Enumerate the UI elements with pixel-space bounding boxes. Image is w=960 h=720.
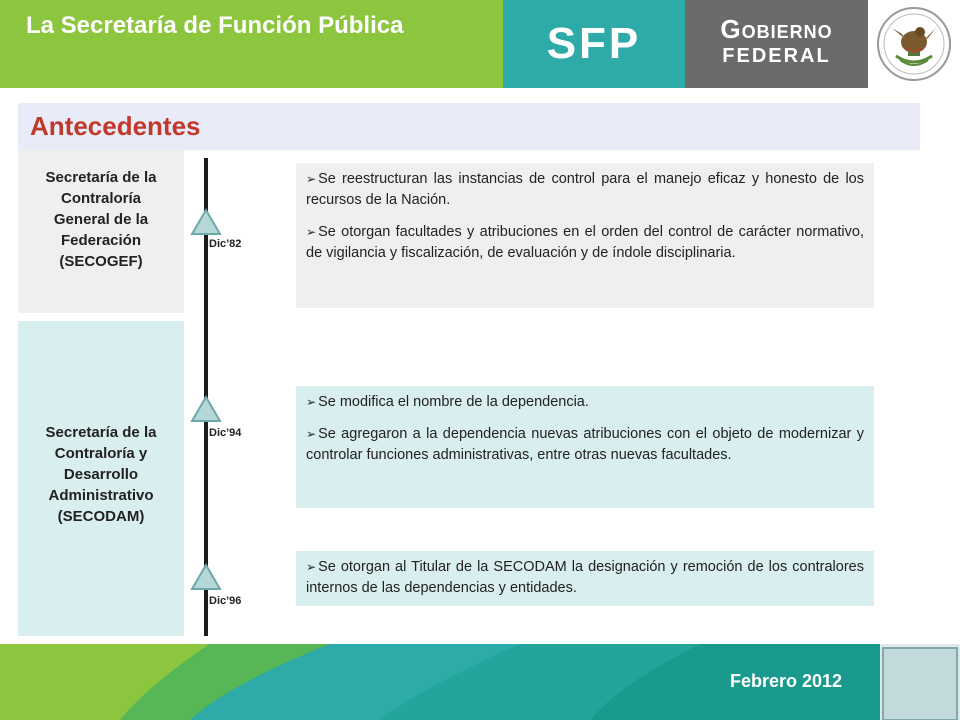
event-box-1996 — [296, 551, 874, 606]
bullet-item — [306, 557, 864, 599]
sfp-logo — [503, 0, 685, 88]
timeline-date: Dic’96 — [209, 595, 242, 607]
header-title: La Secretaría de Función Pública — [26, 12, 404, 39]
footer-date: Febrero 2012 — [730, 671, 843, 691]
entity-panel-secogef — [18, 150, 184, 313]
coat-of-arms-area — [868, 0, 960, 88]
event-box-1982 — [296, 163, 874, 308]
entity-name-line: Federación — [60, 232, 142, 249]
entity-name-line: Administrativo — [48, 487, 154, 504]
entity-name-line: (SECODAM) — [57, 508, 145, 525]
timeline-marker-icon — [190, 563, 222, 591]
entity-name-line: Secretaría de la — [45, 424, 157, 441]
bullet-text: Se reestructuran las instancias de control para el manejo eficaz y honesto de los recursos de la Nación. — [306, 171, 864, 208]
bullet-item — [306, 169, 864, 211]
event-box-1994 — [296, 386, 874, 508]
mexican-coat-of-arms-icon — [874, 4, 954, 84]
entity-panel-secodam — [18, 321, 184, 636]
timeline-date: Dic’82 — [209, 238, 242, 250]
arrow-bullet-icon: ➢ — [306, 172, 317, 186]
entity-name-line: (SECOGEF) — [59, 253, 143, 270]
sfp-logo-text: SFP — [546, 19, 642, 68]
gobierno-logo-line2: FEDERAL — [722, 45, 831, 67]
bullet-item — [306, 392, 864, 413]
bullet-item — [306, 222, 864, 264]
entity-name-line: Contraloría y — [54, 445, 148, 462]
gobierno-logo-line1: Gobierno — [720, 14, 833, 44]
entity-name-line: Desarrollo — [63, 466, 139, 483]
timeline-date: Dic’94 — [209, 427, 242, 439]
entity-name-line: Secretaría de la — [45, 169, 157, 186]
entity-name-line: Contraloría — [60, 190, 141, 207]
arrow-bullet-icon: ➢ — [306, 427, 317, 441]
timeline-marker-icon — [190, 395, 222, 423]
bullet-text: Se otorgan facultades y atribuciones en el orden del control de carácter normativo, de vigilancia y fiscalización, de evaluación y de índole disciplinaria. — [306, 224, 864, 261]
arrow-bullet-icon: ➢ — [306, 395, 317, 409]
bullet-text: Se agregaron a la dependencia nuevas atribuciones con el objeto de modernizar y controlar funciones administrativas, entre otras nuevas facultades. — [306, 426, 864, 463]
bullet-text: Se otorgan al Titular de la SECODAM la designación y remoción de los contralores internos de las dependencias y entidades. — [306, 559, 864, 596]
entity-name — [18, 422, 184, 527]
bullet-text: Se modifica el nombre de la dependencia. — [318, 394, 589, 410]
arrow-bullet-icon: ➢ — [306, 225, 317, 239]
entity-name-line: General de la — [53, 211, 149, 228]
timeline-marker-icon — [190, 208, 222, 236]
bullet-item — [306, 424, 864, 466]
section-title: Antecedentes — [30, 111, 201, 141]
gobierno-federal-logo — [685, 0, 868, 88]
entity-name — [18, 167, 184, 272]
arrow-bullet-icon: ➢ — [306, 560, 317, 574]
